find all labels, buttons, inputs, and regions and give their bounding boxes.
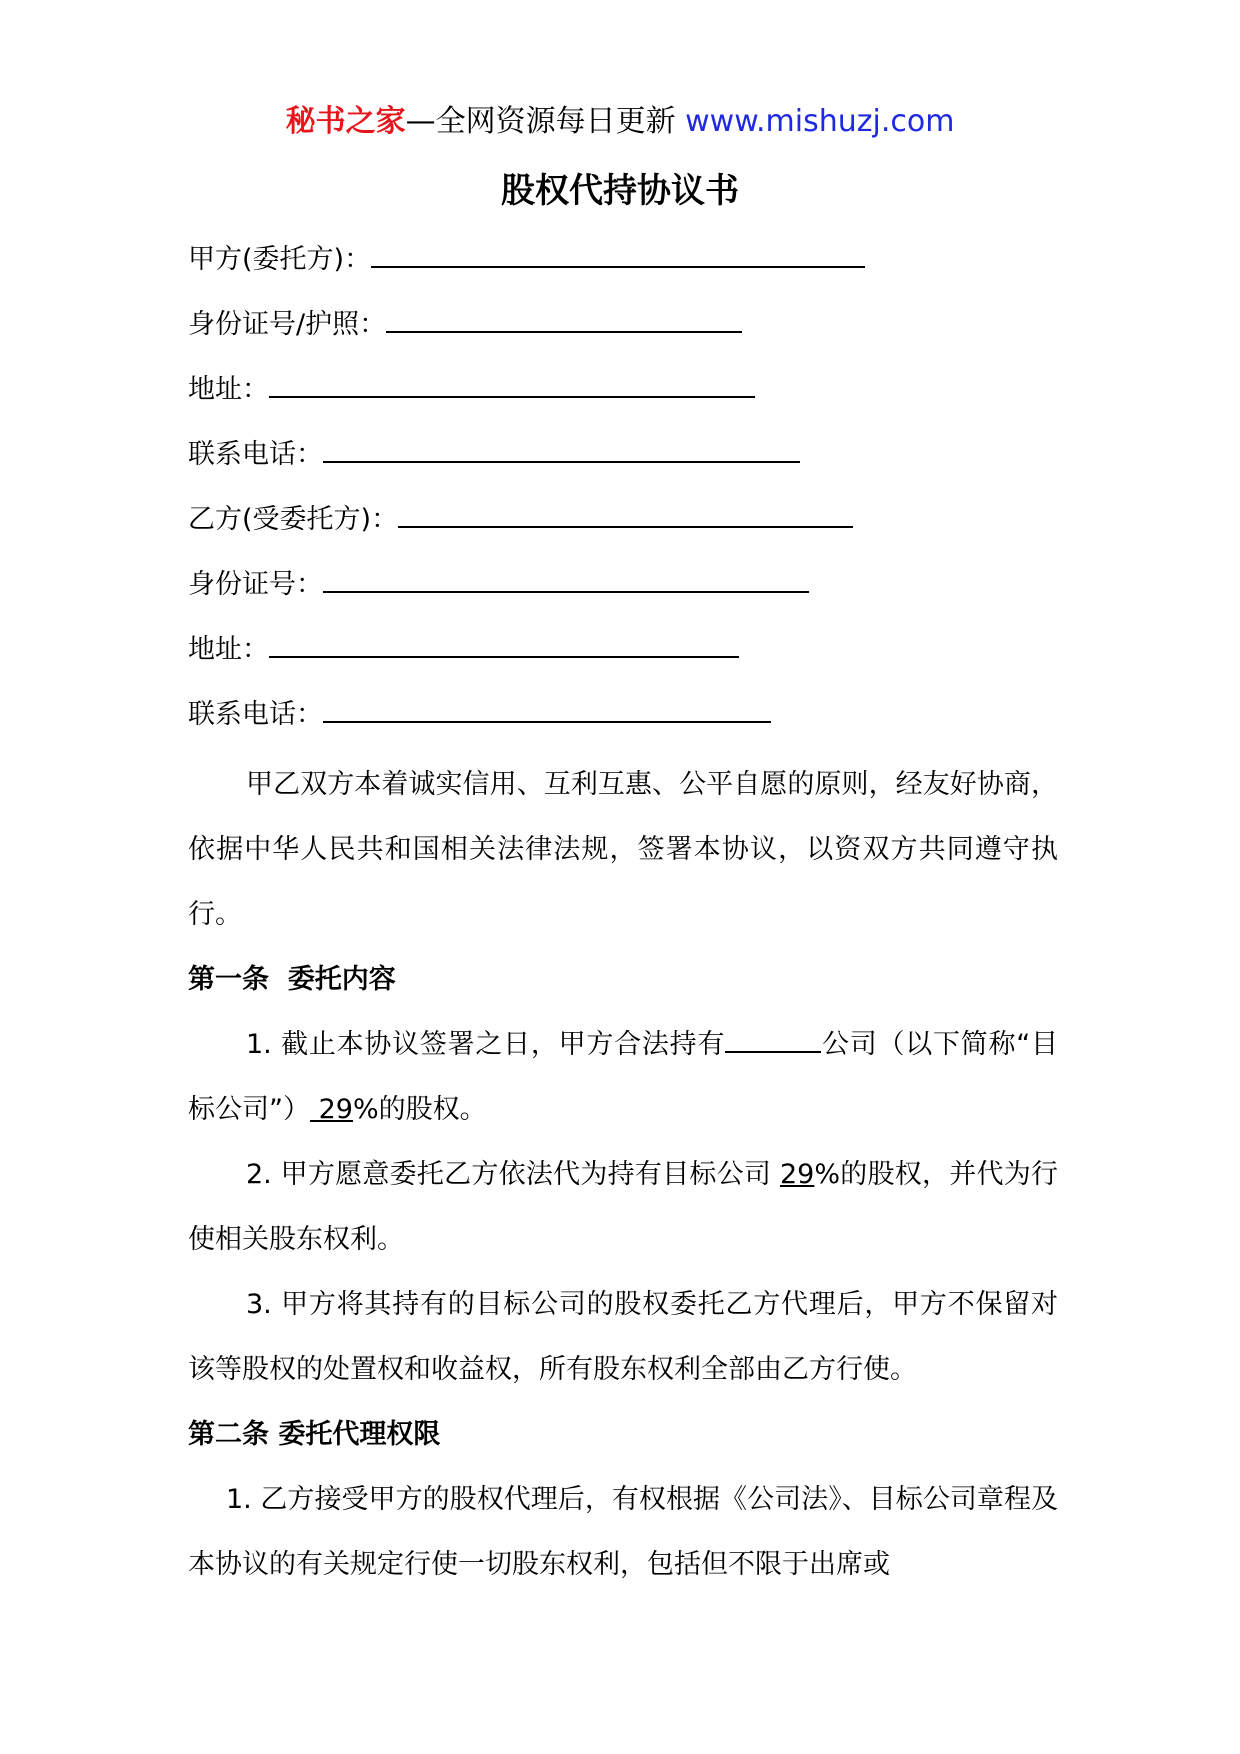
document-title: 股权代持协议书 bbox=[501, 171, 739, 211]
fill-blank bbox=[269, 362, 755, 398]
fill-blank bbox=[323, 687, 771, 723]
field-label: 身份证号/护照： bbox=[188, 309, 387, 340]
party-a-phone-field bbox=[188, 427, 1058, 492]
text-segment: %的股权。 bbox=[352, 1094, 487, 1125]
field-label: 地址： bbox=[188, 374, 269, 405]
article-1-heading: 第一条 委托内容 bbox=[188, 964, 396, 995]
article-1-item-3: 3. 甲方将其持有的目标公司的股权委托乙方代理后，甲方不保留对该等股权的处置权和收益权，所有股东权利全部由乙方行使。 bbox=[188, 1289, 1058, 1385]
article-2-item-1: 1. 乙方接受甲方的股权代理后，有权根据《公司法》、目标公司章程及本协议的有关规定行使一切股东权利，包括但不限于出席或 bbox=[188, 1484, 1058, 1580]
party-b-address-field bbox=[188, 622, 1058, 687]
fill-blank bbox=[371, 232, 865, 268]
party-b-id-field bbox=[188, 557, 1058, 622]
share-percentage: 29 bbox=[779, 1159, 815, 1190]
intro-paragraph: 甲乙双方本着诚实信用、互利互惠、公平自愿的原则，经友好协商，依据中华人民共和国相关法律法规，签署本协议，以资双方共同遵守执行。 bbox=[188, 769, 1058, 930]
document-body bbox=[188, 232, 1058, 1597]
fill-blank bbox=[398, 492, 853, 528]
field-label: 身份证号： bbox=[188, 569, 323, 600]
field-label: 联系电话： bbox=[188, 699, 323, 730]
text-segment: 2. 甲方愿意委托乙方依法代为持有目标公司 bbox=[246, 1159, 780, 1190]
party-b-phone-field bbox=[188, 687, 1058, 752]
article-1-item-1 bbox=[188, 1012, 1058, 1142]
site-header bbox=[0, 100, 1240, 144]
party-a-name-field bbox=[188, 232, 1058, 297]
field-label: 甲方(委托方)： bbox=[188, 244, 372, 275]
fill-blank bbox=[386, 297, 742, 333]
article-1-item-2 bbox=[188, 1142, 1058, 1272]
company-name-blank bbox=[725, 1021, 821, 1053]
site-url-link[interactable]: www.mishuzj.com bbox=[685, 104, 955, 139]
article-2-heading: 第二条 委托代理权限 bbox=[188, 1419, 441, 1450]
fill-blank bbox=[323, 557, 809, 593]
brand-name: 秘书之家 bbox=[285, 104, 406, 139]
field-label: 乙方(受委托方)： bbox=[188, 504, 399, 535]
text-segment: 1. 截止本协议签署之日，甲方合法持有 bbox=[246, 1029, 726, 1060]
party-a-address-field bbox=[188, 362, 1058, 427]
fill-blank bbox=[323, 427, 800, 463]
site-slogan: —全网资源每日更新 bbox=[405, 104, 686, 139]
text-segment: %的股权，并代为行使相关股东权利。 bbox=[188, 1159, 1058, 1255]
party-a-id-field bbox=[188, 297, 1058, 362]
party-b-name-field bbox=[188, 492, 1058, 557]
text-segment: 公司（以下简称“目标公司”） bbox=[188, 1029, 1058, 1125]
field-label: 联系电话： bbox=[188, 439, 323, 470]
field-label: 地址： bbox=[188, 634, 269, 665]
fill-blank bbox=[269, 622, 739, 658]
share-percentage: 29 bbox=[310, 1094, 353, 1125]
